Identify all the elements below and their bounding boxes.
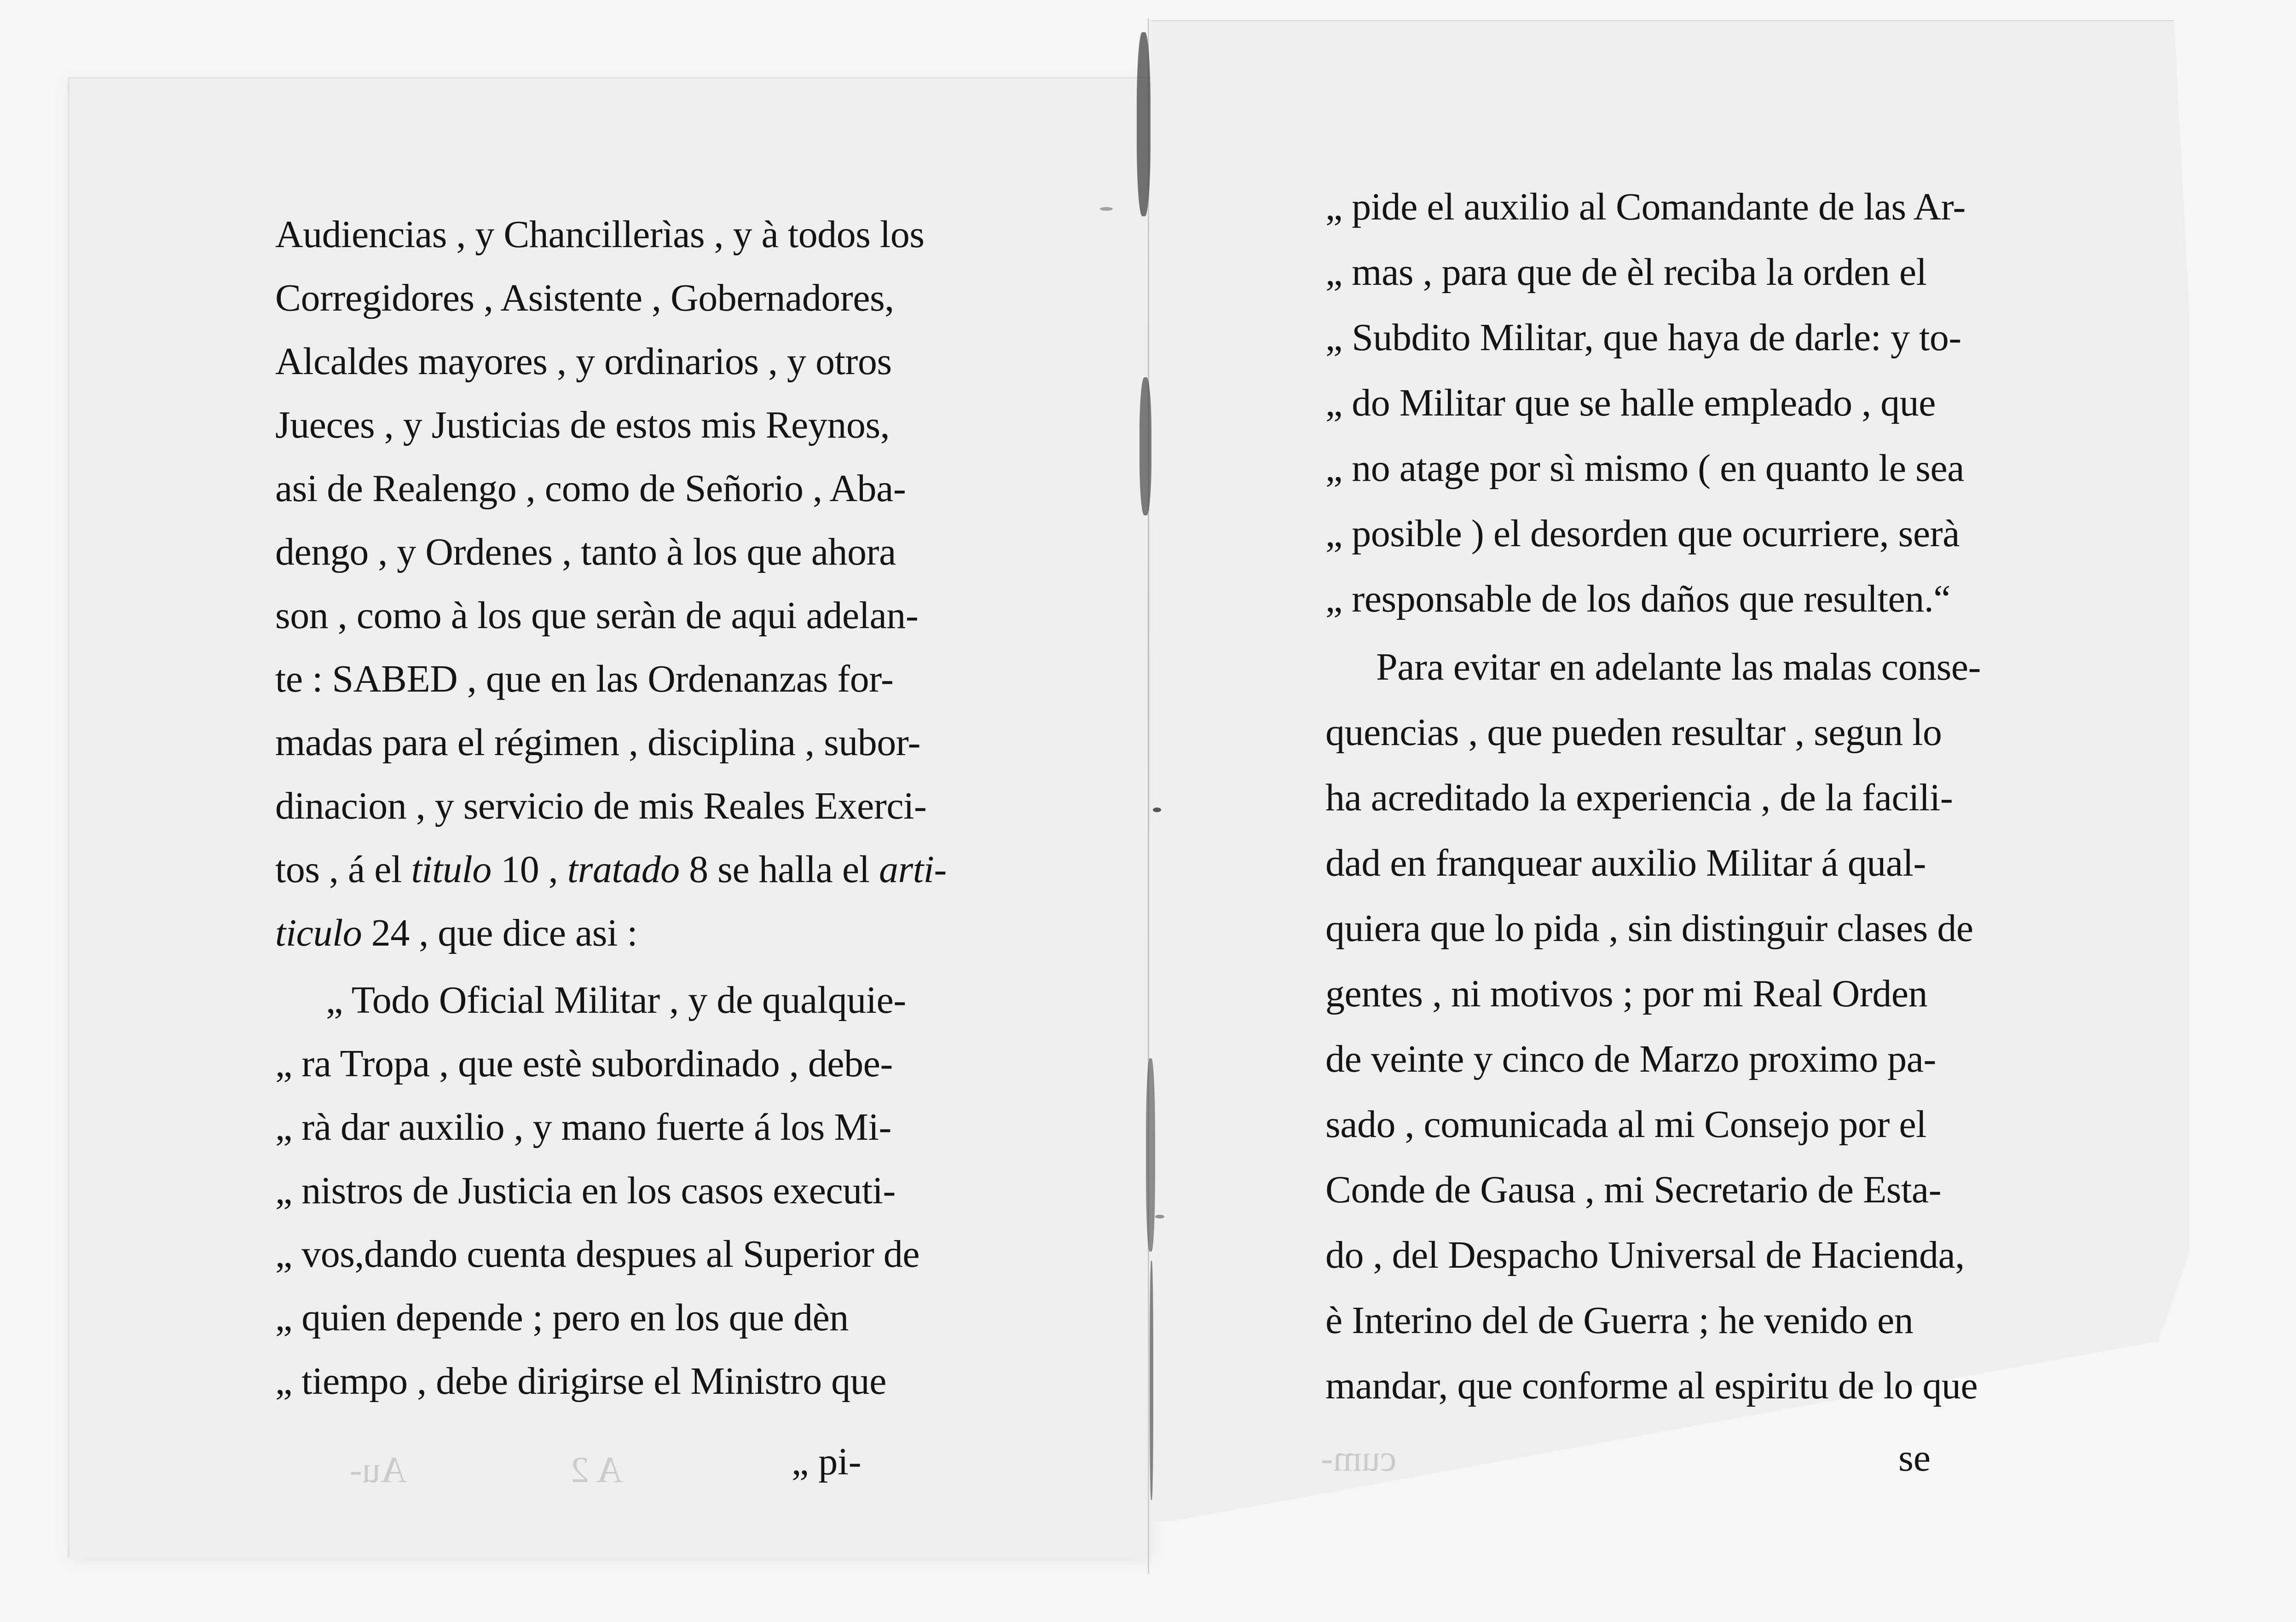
text-line: Alcaldes mayores , y ordinarios , y otros xyxy=(275,340,892,383)
text-line: dinacion , y servicio de mis Reales Exerci- xyxy=(275,785,927,827)
quote-line: „ pide el auxilio al Comandante de las Ar- xyxy=(1325,185,1966,228)
bleed-through-text: Au- xyxy=(350,1450,407,1490)
text-segment: 8 se halla el xyxy=(679,848,879,891)
italic-segment: tratado xyxy=(567,848,680,891)
text-line: Para evitar en adelante las malas conse- xyxy=(1376,646,1981,688)
text-segment: 10 , xyxy=(491,848,567,891)
quote-line: „ tiempo , debe dirigirse el Ministro que xyxy=(275,1360,886,1403)
ink-speck xyxy=(1153,808,1161,812)
bleed-through-text: cum- xyxy=(1321,1438,1397,1479)
quote-line: „ rà dar auxilio , y mano fuerte á los Mi- xyxy=(275,1106,891,1149)
text-line: gentes , ni motivos ; por mi Real Orden xyxy=(1325,972,1927,1015)
text-segment: 24 , que dice asi : xyxy=(362,912,638,954)
text-line-mixed xyxy=(275,914,637,952)
quote-line: „ nistros de Justicia en los casos executi- xyxy=(275,1169,896,1212)
text-line: quencias , que pueden resultar , segun lo xyxy=(1325,711,1942,754)
text-line: son , como à los que seràn de aqui adelan- xyxy=(275,594,919,637)
quote-line: „ quien depende ; pero en los que dèn xyxy=(275,1296,849,1339)
quote-line: „ mas , para que de èl reciba la orden el xyxy=(1325,251,1927,294)
quote-line: „ responsable de los daños que resulten.“ xyxy=(1325,577,1951,620)
text-line: Corregidores , Asistente , Gobernadores, xyxy=(275,277,894,319)
text-line: dad en franquear auxilio Militar á qual- xyxy=(1325,842,1926,884)
text-line: Audiencias , y Chancillerìas , y à todos los xyxy=(275,213,925,256)
text-segment: tos , á el xyxy=(275,848,411,891)
text-line: do , del Despacho Universal de Hacienda, xyxy=(1325,1234,1965,1276)
text-line: Conde de Gausa , mi Secretario de Esta- xyxy=(1325,1168,1942,1211)
text-line: de veinte y cinco de Marzo proximo pa- xyxy=(1325,1038,1936,1080)
quote-line: „ Subdito Militar, que haya de darle: y to- xyxy=(1325,316,1961,359)
text-line: è Interino del de Guerra ; he venido en xyxy=(1325,1299,1914,1342)
quote-line: „ do Militar que se halle empleado , que xyxy=(1325,381,1936,424)
text-line: madas para el régimen , disciplina , subor- xyxy=(275,721,921,764)
right-page xyxy=(1151,20,2190,1521)
quote-line: „ Todo Oficial Militar , y de qualquie- xyxy=(326,979,906,1022)
book-gutter xyxy=(1136,18,1163,1574)
binding-thread-mark xyxy=(1150,1261,1153,1500)
ink-speck xyxy=(1100,207,1113,211)
italic-segment: titulo xyxy=(411,848,492,891)
ink-speck xyxy=(1155,1215,1164,1218)
text-line: Jueces , y Justicias de estos mis Reynos, xyxy=(275,404,890,446)
text-line-mixed xyxy=(275,850,947,889)
text-line: asi de Realengo , como de Señorio , Aba- xyxy=(275,467,906,510)
quote-line: „ no atage por sì mismo ( en quanto le sea xyxy=(1325,447,1964,490)
quote-line: „ ra Tropa , que estè subordinado , debe- xyxy=(275,1042,893,1085)
binding-thread-mark xyxy=(1139,377,1151,515)
bleed-through-text: A 2 xyxy=(571,1450,623,1490)
gutter-crease xyxy=(1148,18,1149,1574)
text-line: mandar, que conforme al espiritu de lo que xyxy=(1325,1364,1978,1407)
italic-segment: arti- xyxy=(879,848,947,891)
text-line: sado , comunicada al mi Consejo por el xyxy=(1325,1103,1927,1146)
text-line: te : SABED , que en las Ordenanzas for- xyxy=(275,658,894,700)
catchword: se xyxy=(1898,1437,1931,1479)
text-line: ha acreditado la experiencia , de la facili- xyxy=(1325,776,1953,819)
binding-thread-mark xyxy=(1137,32,1151,216)
text-line: quiera que lo pida , sin distinguir clases de xyxy=(1325,907,1973,950)
catchword: „ pi- xyxy=(792,1440,862,1483)
quote-line: „ vos,dando cuenta despues al Superior de xyxy=(275,1233,920,1276)
quote-line: „ posible ) el desorden que ocurriere, serà xyxy=(1325,512,1960,555)
text-line: dengo , y Ordenes , tanto à los que ahora xyxy=(275,531,896,573)
italic-segment: ticulo xyxy=(275,912,362,954)
binding-thread-mark xyxy=(1146,1058,1155,1252)
